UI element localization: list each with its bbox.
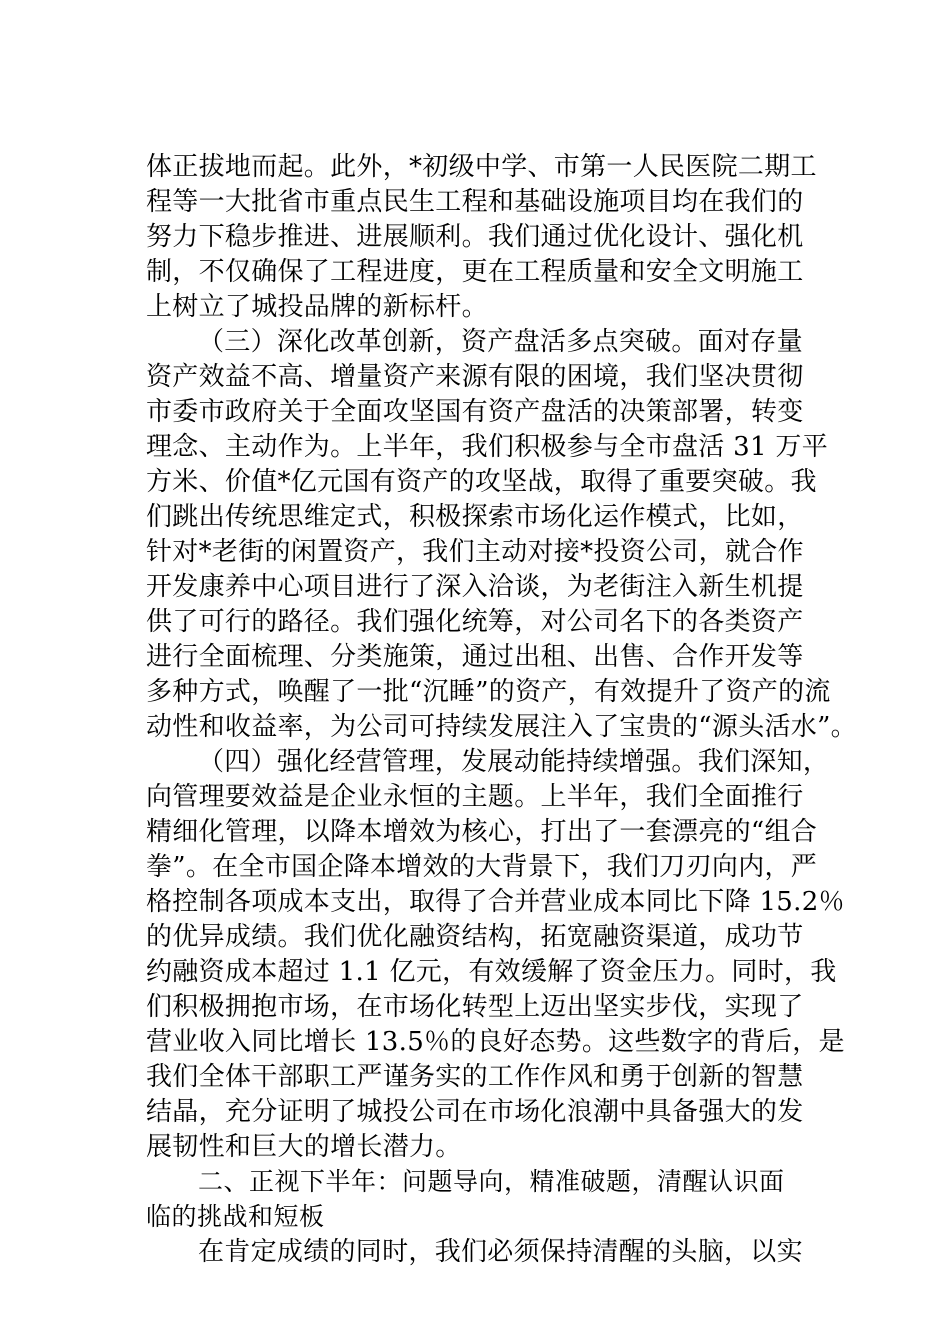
body-text-line: 针对*老街的闲置资产，我们主动对接*投资公司，就合作 bbox=[146, 537, 804, 567]
body-text-line: 开发康养中心项目进行了深入洽谈，为老街注入新生机提 bbox=[146, 572, 804, 602]
body-text-line: 向管理要效益是企业永恒的主题。上半年，我们全面推行 bbox=[146, 782, 804, 812]
body-text-line: 们跳出传统思维定式，积极探索市场化运作模式，比如， bbox=[146, 502, 804, 532]
body-text-line: 方米、价值*亿元国有资产的攻坚战，取得了重要突破。我 bbox=[146, 467, 817, 497]
body-text-line: 市委市政府关于全面攻坚国有资产盘活的决策部署，转变 bbox=[146, 397, 804, 427]
body-text-line: 结晶，充分证明了城投公司在市场化浪潮中具备强大的发 bbox=[146, 1097, 804, 1127]
body-text-line: 们积极拥抱市场，在市场化转型上迈出坚实步伐，实现了 bbox=[146, 992, 804, 1022]
body-text-line: 制，不仅确保了工程进度，更在工程质量和安全文明施工 bbox=[146, 257, 804, 287]
body-text-line: 的优异成绩。我们优化融资结构，拓宽融资渠道，成功节 bbox=[146, 922, 804, 952]
body-text-line: 资产效益不高、增量资产来源有限的困境，我们坚决贯彻 bbox=[146, 362, 804, 392]
body-text-line: 我们全体干部职工严谨务实的工作作风和勇于创新的智慧 bbox=[146, 1062, 804, 1092]
section-four-heading-line: （四）强化经营管理，发展动能持续增强。我们深知， bbox=[198, 747, 830, 777]
body-text-line: 在肯定成绩的同时，我们必须保持清醒的头脑，以实 bbox=[198, 1237, 803, 1267]
body-text-line: 展韧性和巨大的增长潜力。 bbox=[146, 1132, 462, 1162]
section-three-heading-line: （三）深化改革创新，资产盘活多点突破。面对存量 bbox=[198, 327, 803, 357]
part-two-heading-line: 二、正视下半年：问题导向，精准破题，清醒认识面 bbox=[198, 1167, 785, 1196]
body-text-line: 程等一大批省市重点民生工程和基础设施项目均在我们的 bbox=[146, 187, 804, 217]
body-text-line: 拳”。在全市国企降本增效的大背景下，我们刀刃向内，严 bbox=[146, 852, 818, 882]
body-text-line: 约融资成本超过 1.1 亿元，有效缓解了资金压力。同时，我 bbox=[146, 957, 837, 987]
body-text-line: 理念、主动作为。上半年，我们积极参与全市盘活 31 万平 bbox=[146, 432, 829, 462]
body-text-line: 营业收入同比增长 13.5％的良好态势。这些数字的背后，是 bbox=[146, 1027, 845, 1057]
body-text-line: 供了可行的路径。我们强化统筹，对公司名下的各类资产 bbox=[146, 607, 804, 637]
body-text-line: 上树立了城投品牌的新标杆。 bbox=[146, 292, 488, 322]
body-text-line: 格控制各项成本支出，取得了合并营业成本同比下降 15.2％ bbox=[146, 887, 845, 917]
body-text-line: 体正拔地而起。此外，*初级中学、市第一人民医院二期工 bbox=[146, 152, 817, 182]
body-text-line: 进行全面梳理、分类施策，通过出租、出售、合作开发等 bbox=[146, 642, 804, 672]
body-text-line: 精细化管理，以降本增效为核心，打出了一套漂亮的“组合 bbox=[146, 817, 818, 847]
part-two-heading-line: 临的挑战和短板 bbox=[146, 1202, 325, 1231]
body-text-line: 努力下稳步推进、进展顺利。我们通过优化设计、强化机 bbox=[146, 222, 804, 252]
body-text-line: 动性和收益率，为公司可持续发展注入了宝贵的“源头活水”。 bbox=[146, 712, 857, 742]
body-text-line: 多种方式，唤醒了一批“沉睡”的资产，有效提升了资产的流 bbox=[146, 677, 831, 707]
